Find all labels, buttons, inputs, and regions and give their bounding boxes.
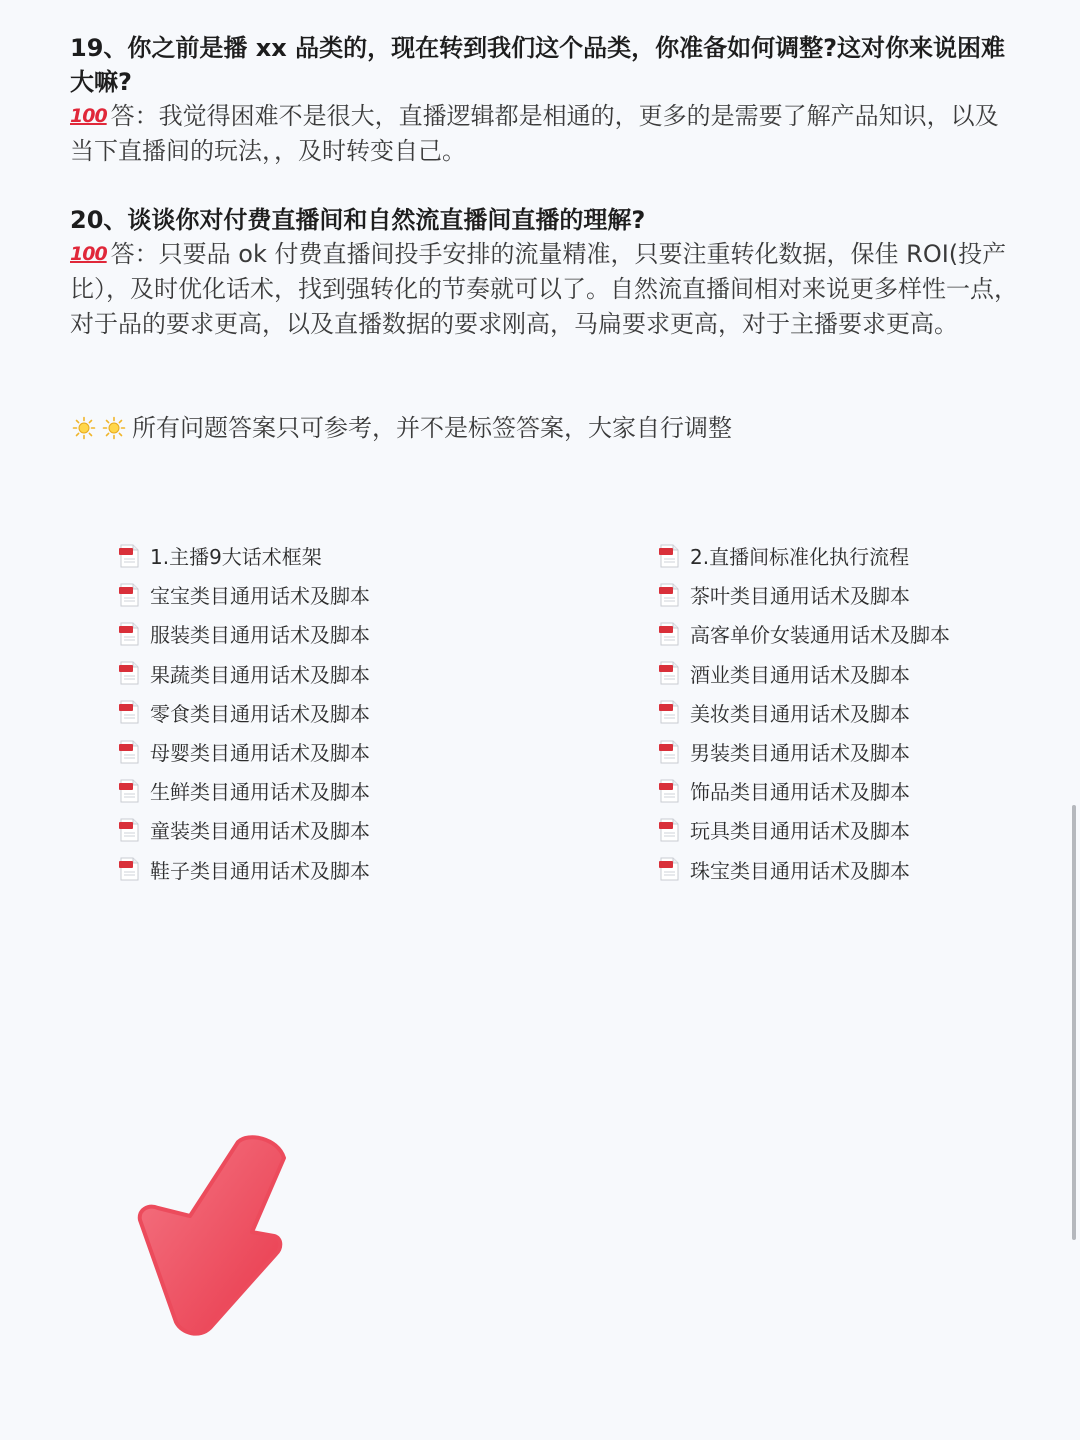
pdf-file-icon bbox=[118, 544, 140, 568]
file-item[interactable] bbox=[658, 850, 950, 889]
pdf-file-icon bbox=[658, 818, 680, 842]
question-20: 20、谈谈你对付费直播间和自然流直播间直播的理解? bbox=[70, 206, 646, 234]
pdf-file-icon bbox=[658, 857, 680, 881]
file-item[interactable] bbox=[658, 654, 950, 693]
red-down-arrow-icon bbox=[120, 1120, 320, 1360]
file-item[interactable] bbox=[118, 575, 370, 614]
file-item[interactable] bbox=[658, 732, 950, 771]
pdf-file-icon bbox=[658, 661, 680, 685]
file-item[interactable] bbox=[658, 810, 950, 849]
file-name: 茶叶类目通用话术及脚本 bbox=[690, 584, 910, 609]
file-name: 1.主播9大话术框架 bbox=[150, 545, 322, 570]
pdf-file-icon bbox=[658, 740, 680, 764]
file-list-right bbox=[658, 536, 950, 889]
file-name: 童装类目通用话术及脚本 bbox=[150, 819, 370, 844]
file-name: 高客单价女装通用话术及脚本 bbox=[690, 623, 950, 648]
file-item[interactable] bbox=[118, 536, 370, 575]
scrollbar[interactable] bbox=[1072, 805, 1076, 1240]
pdf-file-icon bbox=[118, 857, 140, 881]
file-name: 美妆类目通用话术及脚本 bbox=[690, 701, 910, 726]
question-19: 19、你之前是播 xx 品类的，现在转到我们这个品类，你准备如何调整?这对你来说困难大嘛? bbox=[70, 34, 1005, 96]
qa-block-20 bbox=[70, 203, 1020, 342]
file-item[interactable] bbox=[118, 732, 370, 771]
pdf-file-icon bbox=[118, 779, 140, 803]
file-item[interactable] bbox=[118, 693, 370, 732]
file-name: 珠宝类目通用话术及脚本 bbox=[690, 858, 910, 883]
file-item[interactable] bbox=[118, 771, 370, 810]
file-name: 生鲜类目通用话术及脚本 bbox=[150, 780, 370, 805]
pdf-file-icon bbox=[118, 622, 140, 646]
answer-19-text: 答：我觉得困难不是很大，直播逻辑都是相通的，更多的是需要了解产品知识，以及当下直播间的玩法，，及时转变自己。 bbox=[70, 102, 999, 165]
hundred-points-icon: 100 bbox=[70, 243, 107, 265]
answer-20 bbox=[70, 237, 1020, 342]
file-item[interactable] bbox=[658, 693, 950, 732]
answer-19 bbox=[70, 99, 1020, 169]
pdf-file-icon bbox=[118, 661, 140, 685]
file-item[interactable] bbox=[658, 536, 950, 575]
file-item[interactable] bbox=[118, 850, 370, 889]
pdf-file-icon bbox=[118, 818, 140, 842]
pdf-file-icon bbox=[118, 700, 140, 724]
file-name: 鞋子类目通用话术及脚本 bbox=[150, 858, 370, 883]
file-name: 果蔬类目通用话术及脚本 bbox=[150, 662, 370, 687]
file-name: 宝宝类目通用话术及脚本 bbox=[150, 584, 370, 609]
file-item[interactable] bbox=[118, 810, 370, 849]
file-item[interactable] bbox=[658, 614, 950, 653]
disclaimer-text: 所有问题答案只可参考，并不是标签答案，大家自行调整 bbox=[132, 414, 732, 442]
file-name: 酒业类目通用话术及脚本 bbox=[690, 662, 910, 687]
answer-20-text: 答：只要品 ok 付费直播间投手安排的流量精准，只要注重转化数据，保佳 ROI(投产比），及时优化话术，找到强转化的节奏就可以了。自然流直播间相对来说更多样性一点，对于品的要求更高，以及直播数据的要求刚高，马扁要求更高，对于主播要求更高。 bbox=[70, 240, 1018, 338]
file-name: 男装类目通用话术及脚本 bbox=[690, 741, 910, 766]
pdf-file-icon bbox=[658, 700, 680, 724]
file-item[interactable] bbox=[118, 654, 370, 693]
sun-icon bbox=[72, 416, 96, 440]
file-item[interactable] bbox=[658, 771, 950, 810]
pdf-file-icon bbox=[658, 622, 680, 646]
pdf-file-icon bbox=[658, 583, 680, 607]
file-item[interactable] bbox=[658, 575, 950, 614]
file-name: 饰品类目通用话术及脚本 bbox=[690, 780, 910, 805]
pdf-file-icon bbox=[658, 544, 680, 568]
file-item[interactable] bbox=[118, 614, 370, 653]
hundred-points-icon: 100 bbox=[70, 105, 107, 127]
sun-icon bbox=[102, 416, 126, 440]
file-name: 玩具类目通用话术及脚本 bbox=[690, 819, 910, 844]
pdf-file-icon bbox=[118, 740, 140, 764]
file-name: 母婴类目通用话术及脚本 bbox=[150, 741, 370, 766]
pdf-file-icon bbox=[658, 779, 680, 803]
disclaimer-note bbox=[72, 410, 732, 446]
file-name: 零食类目通用话术及脚本 bbox=[150, 701, 370, 726]
pdf-file-icon bbox=[118, 583, 140, 607]
file-list-left bbox=[118, 536, 370, 889]
file-name: 2.直播间标准化执行流程 bbox=[690, 545, 910, 570]
file-name: 服装类目通用话术及脚本 bbox=[150, 623, 370, 648]
qa-block-19 bbox=[70, 31, 1020, 169]
